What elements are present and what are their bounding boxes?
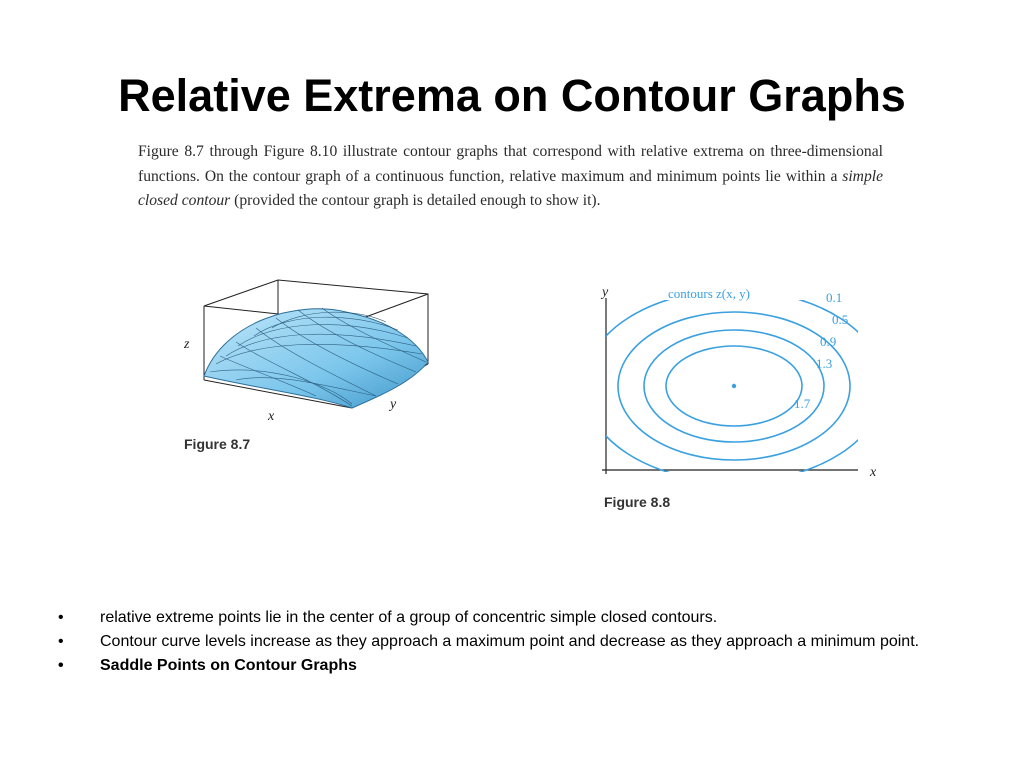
contour-label-0-9: 0.9: [820, 334, 837, 349]
axis-z-label: z: [184, 337, 190, 352]
intro-emphasis: simple closed contour: [138, 167, 883, 209]
slide-title: Relative Extrema on Contour Graphs: [118, 70, 906, 121]
contour-label-0-1: 0.1: [826, 290, 843, 305]
bullet-marker: •: [58, 609, 64, 626]
contour-label-0-5: 0.5: [832, 312, 849, 327]
intro-text-before: Figure 8.7 through Figure 8.10 illustrate contour graphs that correspond with relative extrema on three-dimensional functions. On the contour graph of a continuous function, relative maximum and minimum points lie within a: [138, 143, 883, 185]
bullet-text: Contour curve levels increase as they approach a maximum point and decrease as they approach a minimum point.: [100, 633, 920, 650]
figure-8-7-caption: Figure 8.7: [184, 436, 251, 452]
intro-text-after: (provided the contour graph is detailed enough to show it).: [230, 192, 601, 209]
figure-8-8-caption: Figure 8.8: [604, 494, 671, 510]
bullet-list: [58, 608, 978, 680]
contour-axes: [602, 298, 858, 474]
surface-dome: [204, 309, 428, 408]
contour-legend: contours z(x, y): [668, 286, 750, 301]
intro-paragraph: [138, 140, 883, 214]
contour-axis-x-label: x: [870, 465, 877, 480]
bullet-item: [58, 608, 978, 628]
bullet-item: [58, 632, 978, 652]
axis-x-label: x: [268, 409, 275, 424]
contour-axis-y-label: y: [602, 285, 609, 300]
bullet-text: relative extreme points lie in the center of a group of concentric simple closed contours.: [100, 609, 718, 626]
figure-8-8-contour-plot: [596, 280, 886, 520]
axis-y-label: y: [390, 397, 397, 412]
contour-label-1-3: 1.3: [816, 356, 833, 371]
bullet-text: Saddle Points on Contour Graphs: [100, 657, 357, 674]
bullet-marker: •: [58, 657, 64, 674]
contour-label-1-7: 1.7: [794, 396, 811, 411]
bullet-marker: •: [58, 633, 64, 650]
maximum-point: [732, 384, 736, 388]
bullet-item: [58, 656, 978, 676]
